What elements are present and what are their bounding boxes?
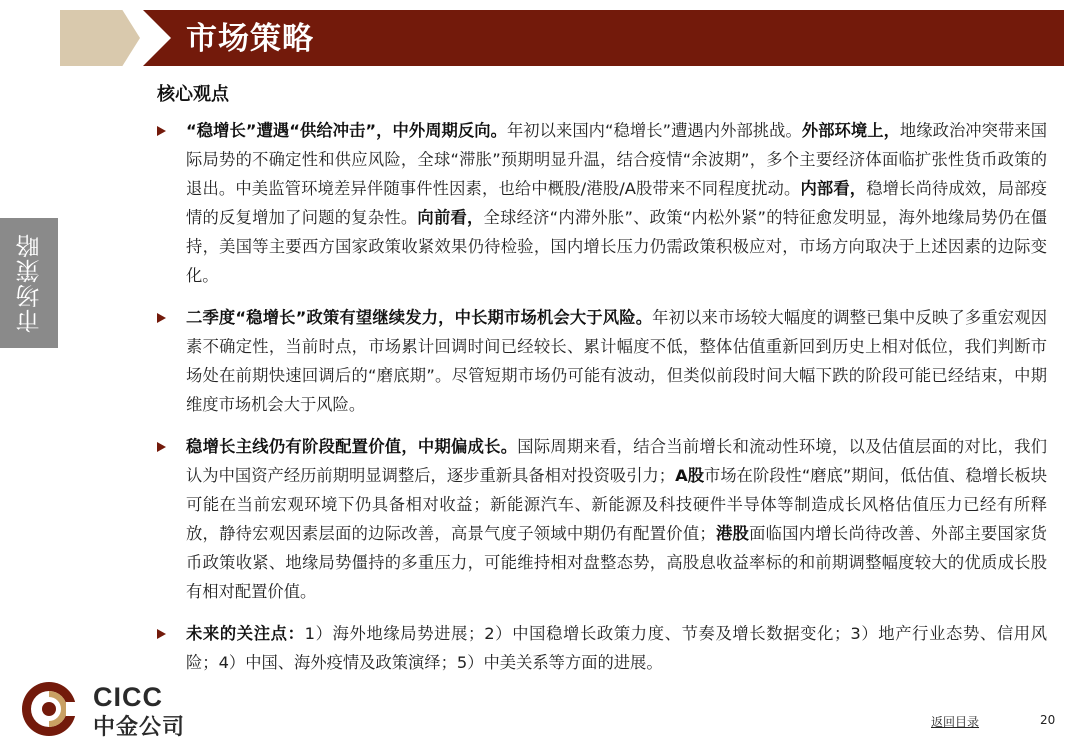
bullet-text-bold: 外部环境上， [801, 121, 900, 140]
back-to-contents-link[interactable]: 返回目录 [931, 715, 980, 729]
bullet-item [157, 619, 1047, 677]
bullet-item [157, 116, 1047, 290]
bullet-text: 面临国内增长尚待改善、外部主要国家货币政策收紧、地缘局势僵持的多重压力，可能维持相对盘整态势，高股息收益率标的和前期调整幅度较大的优质成长股有相对配置价值。 [186, 524, 1047, 601]
bullet-text: 年初以来市场较大幅度的调整已集中反映了多重宏观因素不确定性，当前时点，市场累计回调时间已经较长、累计幅度不低，整体估值重新回到历史上相对低位，我们判断市场处在前期快速回调后的“磨底期”。尽管短期市场仍可能有波动，但类似前段时间大幅下跌的阶段可能已经结束，中期维度市场机会大于风险。 [186, 308, 1047, 414]
bullet-text-bold: 稳增长主线仍有阶段配置价值，中期偏成长。 [186, 437, 518, 456]
section-heading: 核心观点 [157, 84, 229, 105]
bullet-text-bold: 向前看， [417, 208, 484, 227]
bullet-text: 全球经济“内滞外胀”、政策“内松外紧”的特征愈发明显，海外地缘局势仍在僵持，美国等主要西方国家政策收紧效果仍待检验，国内增长压力仍需政策积极应对，市场方向取决于上述因素的边际变化。 [186, 208, 1047, 285]
header-chevron-decoration [60, 10, 140, 66]
bullet-text: 国际周期来看，结合当前增长和流动性环境，以及估值层面的对比，我们认为中国资产经历前期明显调整后，逐步重新具备相对投资吸引力； [186, 437, 1047, 485]
bullet-arrow-icon [157, 313, 166, 323]
page-title: 市场策略 [186, 21, 314, 57]
page-number: 20 [1040, 713, 1056, 727]
bullet-text: 地缘政治冲突带来国际局势的不确定性和供应风险，全球“滞胀”预期明显升温，结合疫情“余波期”，多个主要经济体面临扩张性货币政策的退出。中美监管环境差异伴随事件性因素，也给中概股/港股/A股带来不同程度扰动。 [186, 121, 1047, 198]
side-section-tab-label: 市场策略 [15, 233, 44, 333]
bullet-text-bold: 内部看， [800, 179, 867, 198]
bullet-text: 市场在阶段性“磨底”期间，低估值、稳增长板块可能在当前宏观环境下仍具备相对收益；新能源汽车、新能源及科技硬件半导体等制造成长风格估值压力已经有所释放，静待宏观因素层面的边际改善，高景气度子领域中期仍有配置价值； [186, 466, 1047, 543]
bullet-text: 年初以来国内“稳增长”遭遇内外部挑战。 [506, 121, 802, 140]
bullet-text-bold: 二季度“稳增长”政策有望继续发力，中长期市场机会大于风险。 [186, 308, 653, 327]
logo-text-en: CICC [93, 682, 163, 712]
bullet-text: 稳增长尚待成效，局部疫情的反复增加了问题的复杂性。 [186, 179, 1047, 227]
bullet-text-bold: “稳增长”遭遇“供给冲击”，中外周期反向。 [186, 121, 507, 140]
bullet-arrow-icon [157, 126, 166, 136]
bullet-text-bold: A股 [675, 466, 705, 485]
cicc-logo-mark-icon [20, 680, 84, 738]
bullet-item [157, 432, 1047, 606]
side-section-tab [0, 218, 58, 348]
bullet-arrow-icon [157, 629, 166, 639]
cicc-logo [20, 680, 200, 738]
bullet-text-bold: 未来的关注点： [186, 624, 305, 643]
bullet-item [157, 303, 1047, 419]
bullet-text-bold: 港股 [715, 524, 750, 543]
logo-text-cn: 中金公司 [93, 715, 186, 740]
bullet-list [157, 116, 1047, 690]
bullet-arrow-icon [157, 442, 166, 452]
bullet-text: 1）海外地缘局势进展；2）中国稳增长政策力度、节奏及增长数据变化；3）地产行业态势、信用风险；4）中国、海外疫情及政策演绎；5）中美关系等方面的进展。 [186, 624, 1047, 672]
